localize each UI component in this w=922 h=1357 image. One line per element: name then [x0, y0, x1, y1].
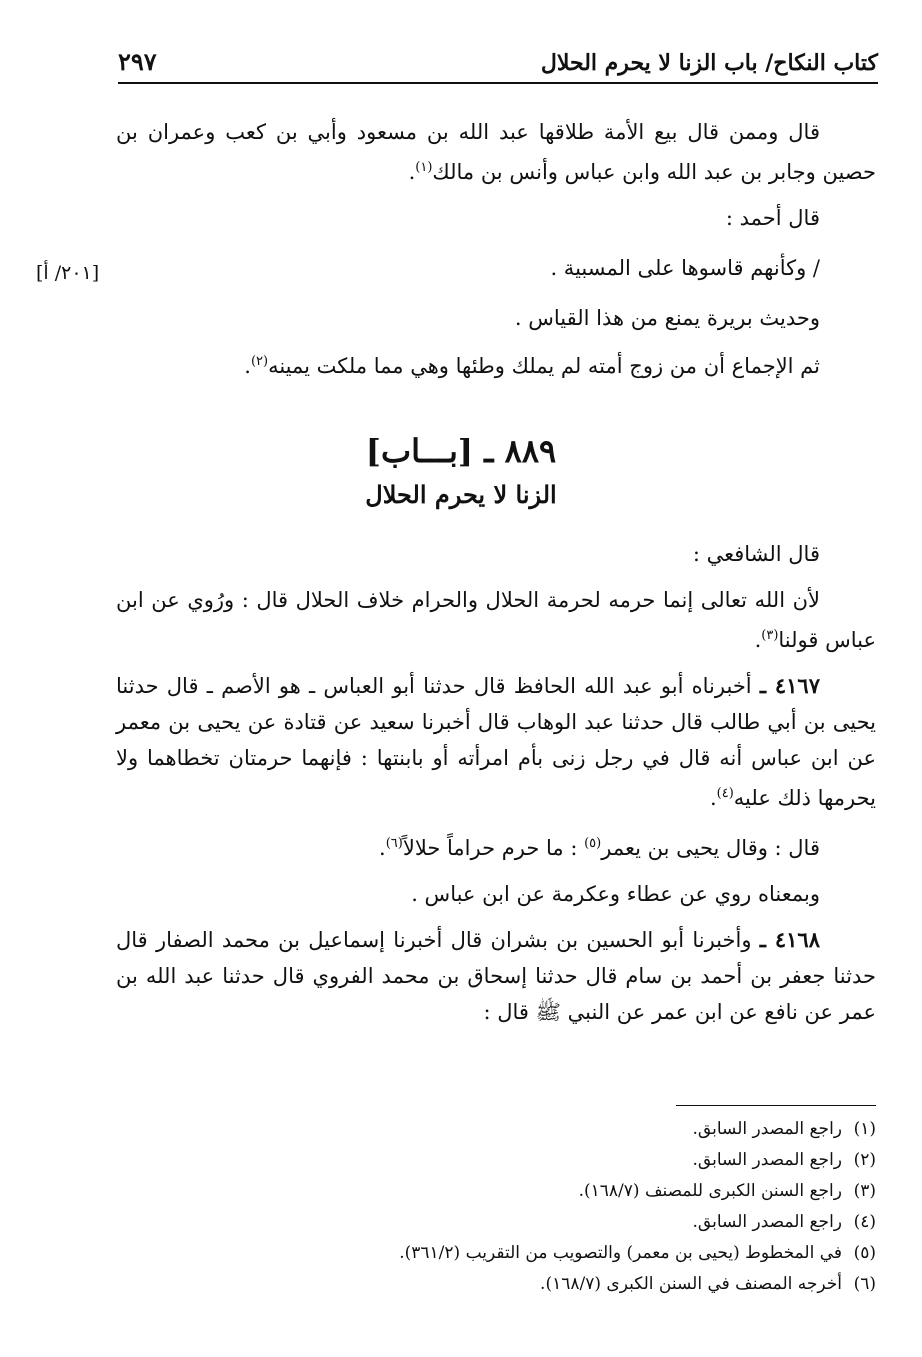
footnote-item — [116, 1238, 876, 1269]
footnote-number: (٦) — [853, 1274, 876, 1294]
footnote-number: (٤) — [853, 1212, 876, 1232]
footnote-ref: (١) — [415, 160, 433, 175]
footnote-item — [116, 1145, 876, 1176]
paragraph-text: قال : وقال يحيى بن يعمر — [601, 836, 820, 860]
footnote-text: راجع المصدر السابق. — [692, 1119, 842, 1139]
paragraph-text: . — [244, 354, 251, 378]
paragraph-text: . — [754, 628, 762, 652]
footnote-item — [116, 1207, 876, 1238]
paragraph-text: . — [408, 160, 416, 184]
footnote-text: راجع المصدر السابق. — [692, 1212, 842, 1232]
hadith-paragraph — [116, 668, 876, 816]
chapter-title: الزنا لا يحرم الحلال — [365, 480, 557, 509]
paragraph-text: ثم الإجماع أن من زوج أمته لم يملك وطئها وهي مما ملكت يمينه — [268, 354, 820, 378]
footnote-ref: (٥) — [584, 836, 602, 851]
footnote-ref: (٦) — [385, 836, 403, 851]
chapter-number: ٨٨٩ ـ [بـــاب] — [365, 432, 557, 470]
hadith-number: ٤١٦٨ ـ — [759, 927, 820, 952]
footnote-number: (٣) — [853, 1181, 876, 1201]
paragraph: وبمعناه روي عن عطاء وعكرمة عن ابن عباس . — [411, 882, 820, 906]
paragraph: وحديث بريرة يمنع من هذا القياس . — [514, 306, 820, 330]
footnote-ref: (٢) — [250, 354, 269, 369]
paragraph-text: لأن الله تعالى إنما حرمه لحرمة الحلال والحرام خلاف الحلال قال : ورُوي عن ابن عباس قولنا — [116, 588, 876, 652]
footnote-item — [116, 1176, 876, 1207]
footnote-number: (١) — [853, 1119, 876, 1139]
running-title: كتاب النكاح/ باب الزنا لا يحرم الحلال — [540, 50, 878, 76]
footnote-text: في المخطوط (يحيى بن معمر) والتصويب من التقريب (٣٦١/٢). — [399, 1243, 842, 1263]
footnote-number: (٥) — [853, 1243, 876, 1263]
paragraph-text: . — [709, 786, 717, 810]
paragraph — [116, 582, 876, 658]
footnote-divider — [676, 1105, 876, 1106]
footnote-ref: (٤) — [716, 786, 734, 801]
footnotes-list — [116, 1114, 876, 1300]
paragraph: قال أحمد : — [725, 206, 820, 230]
footnote-item — [116, 1269, 876, 1300]
paragraph-text: . — [379, 836, 386, 860]
footnote-text: راجع السنن الكبرى للمصنف (١٦٨/٧). — [578, 1181, 842, 1201]
paragraph-text: : ما حرم حراماً حلالاً — [402, 836, 578, 860]
paragraph — [116, 826, 876, 866]
paragraph-text: وأخبرنا أبو الحسين بن بشران قال أخبرنا إسماعيل بن محمد الصفار قال حدثنا جعفر بن أحمد بن سام قال حدثنا إسحاق بن محمد الفروي قال حدثنا عبد الله بن عمر عن نافع عن ابن عمر عن النبي ﷺ قال : — [116, 928, 876, 1024]
paragraph: / وكأنهم قاسوها على المسبية . — [550, 256, 820, 280]
paragraph-text: قال وممن قال بيع الأمة طلاقها عبد الله بن مسعود وأبي بن كعب وعمران بن حصين وجابر بن عبد الله وابن عباس وأنس بن مالك — [116, 120, 876, 184]
top-text-block — [116, 114, 876, 384]
paragraph — [116, 114, 876, 190]
hadith-paragraph — [116, 922, 876, 1030]
margin-manuscript-ref: [٢٠١/ أ] — [36, 262, 100, 284]
paragraph-text: أخبرناه أبو عبد الله الحافظ قال حدثنا أبو العباس ـ هو الأصم ـ قال حدثنا يحيى بن أبي طالب قال حدثنا عبد الوهاب قال أخبرنا سعيد عن قتادة عن يحيى بن معمر عن ابن عباس أنه قال في رجل زنى بأم امرأته أو بابنتها : فإنهما حرمتان تخطاهما ولا يحرمها ذلك عليه — [116, 674, 876, 810]
hadith-number: ٤١٦٧ ـ — [759, 673, 820, 698]
page-header — [118, 42, 878, 84]
footnote-text: راجع المصدر السابق. — [692, 1150, 842, 1170]
page-number: ٢٩٧ — [118, 47, 157, 76]
paragraph: قال الشافعي : — [692, 542, 820, 566]
footnote-item — [116, 1114, 876, 1145]
footnote-number: (٢) — [853, 1150, 876, 1170]
footnote-text: أخرجه المصنف في السنن الكبرى (١٦٨/٧). — [540, 1274, 842, 1294]
footnote-ref: (٣) — [761, 628, 779, 643]
paragraph — [116, 344, 876, 384]
section-text-block — [116, 536, 876, 1030]
